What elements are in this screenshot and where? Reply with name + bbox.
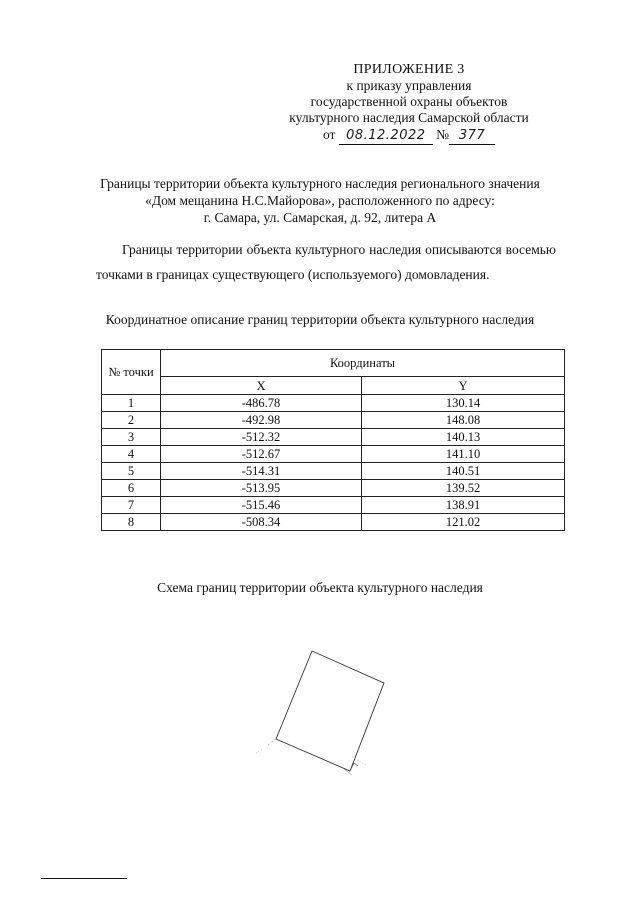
cell-y: 148.08 bbox=[362, 412, 565, 429]
cell-y: 139.52 bbox=[362, 480, 565, 497]
heading-line-3: г. Самара, ул. Самарская, д. 92, литера А bbox=[203, 210, 437, 225]
footnote-separator bbox=[41, 878, 127, 879]
boundary-edge-detail bbox=[354, 763, 358, 766]
cell-y: 141.10 bbox=[362, 446, 565, 463]
description-paragraph bbox=[96, 237, 556, 287]
table-row bbox=[102, 412, 565, 429]
header-y: Y bbox=[362, 377, 565, 395]
boundary-edge-detail bbox=[268, 739, 276, 745]
from-label: от bbox=[322, 127, 336, 142]
cell-point: 6 bbox=[102, 480, 161, 497]
cell-y: 121.02 bbox=[362, 514, 565, 531]
table-row bbox=[102, 480, 565, 497]
cell-y: 140.13 bbox=[362, 429, 565, 446]
cell-x: -508.34 bbox=[161, 514, 362, 531]
header-x: X bbox=[161, 377, 362, 395]
coordinates-title: Координатное описание границ территории объекта культурного наследия bbox=[105, 312, 535, 327]
heading-line-2: «Дом мещанина Н.С.Майорова», расположенного по адресу: bbox=[145, 193, 495, 208]
cell-point: 2 bbox=[102, 412, 161, 429]
boundary-edge-detail bbox=[256, 749, 262, 753]
number-label: № bbox=[436, 127, 450, 142]
document-heading bbox=[60, 175, 580, 226]
cell-point: 1 bbox=[102, 395, 161, 412]
header-point: № точки bbox=[102, 350, 161, 395]
appendix-line-2: государственной охраны объектов bbox=[310, 94, 508, 109]
cell-x: -513.95 bbox=[161, 480, 362, 497]
order-date: 08.12.2022 bbox=[339, 128, 433, 145]
table-row bbox=[102, 463, 565, 480]
cell-x: -515.46 bbox=[161, 497, 362, 514]
coordinates-table bbox=[101, 349, 565, 531]
table-row bbox=[102, 429, 565, 446]
appendix-line-1: к приказу управления bbox=[346, 78, 472, 93]
cell-x: -514.31 bbox=[161, 463, 362, 480]
order-date-line bbox=[274, 127, 544, 145]
cell-point: 7 bbox=[102, 497, 161, 514]
cell-point: 5 bbox=[102, 463, 161, 480]
boundary-polygon bbox=[276, 651, 384, 771]
table-row bbox=[102, 514, 565, 531]
appendix-line-3: культурного наследия Самарской области bbox=[289, 110, 529, 125]
table-row bbox=[102, 395, 565, 412]
heading-line-1: Границы территории объекта культурного наследия регионального значения bbox=[100, 176, 540, 191]
description-text: Границы территории объекта культурного наследия описываются восемью точками в границах существующего (используемого) домовладения. bbox=[96, 242, 556, 282]
cell-y: 138.91 bbox=[362, 497, 565, 514]
cell-x: -512.67 bbox=[161, 446, 362, 463]
order-number: 377 bbox=[449, 128, 495, 145]
scheme-title: Схема границ территории объекта культурного наследия bbox=[157, 580, 483, 595]
cell-x: -486.78 bbox=[161, 395, 362, 412]
cell-point: 4 bbox=[102, 446, 161, 463]
boundary-edge-detail bbox=[350, 763, 354, 771]
appendix-block bbox=[274, 62, 544, 145]
header-coordinates: Координаты bbox=[161, 350, 565, 377]
cell-x: -492.98 bbox=[161, 412, 362, 429]
boundary-scheme bbox=[240, 635, 390, 785]
cell-y: 130.14 bbox=[362, 395, 565, 412]
cell-y: 140.51 bbox=[362, 463, 565, 480]
appendix-title: ПРИЛОЖЕНИЕ 3 bbox=[353, 62, 465, 77]
table-row bbox=[102, 446, 565, 463]
cell-point: 8 bbox=[102, 514, 161, 531]
cell-point: 3 bbox=[102, 429, 161, 446]
table-row bbox=[102, 497, 565, 514]
cell-x: -512.32 bbox=[161, 429, 362, 446]
